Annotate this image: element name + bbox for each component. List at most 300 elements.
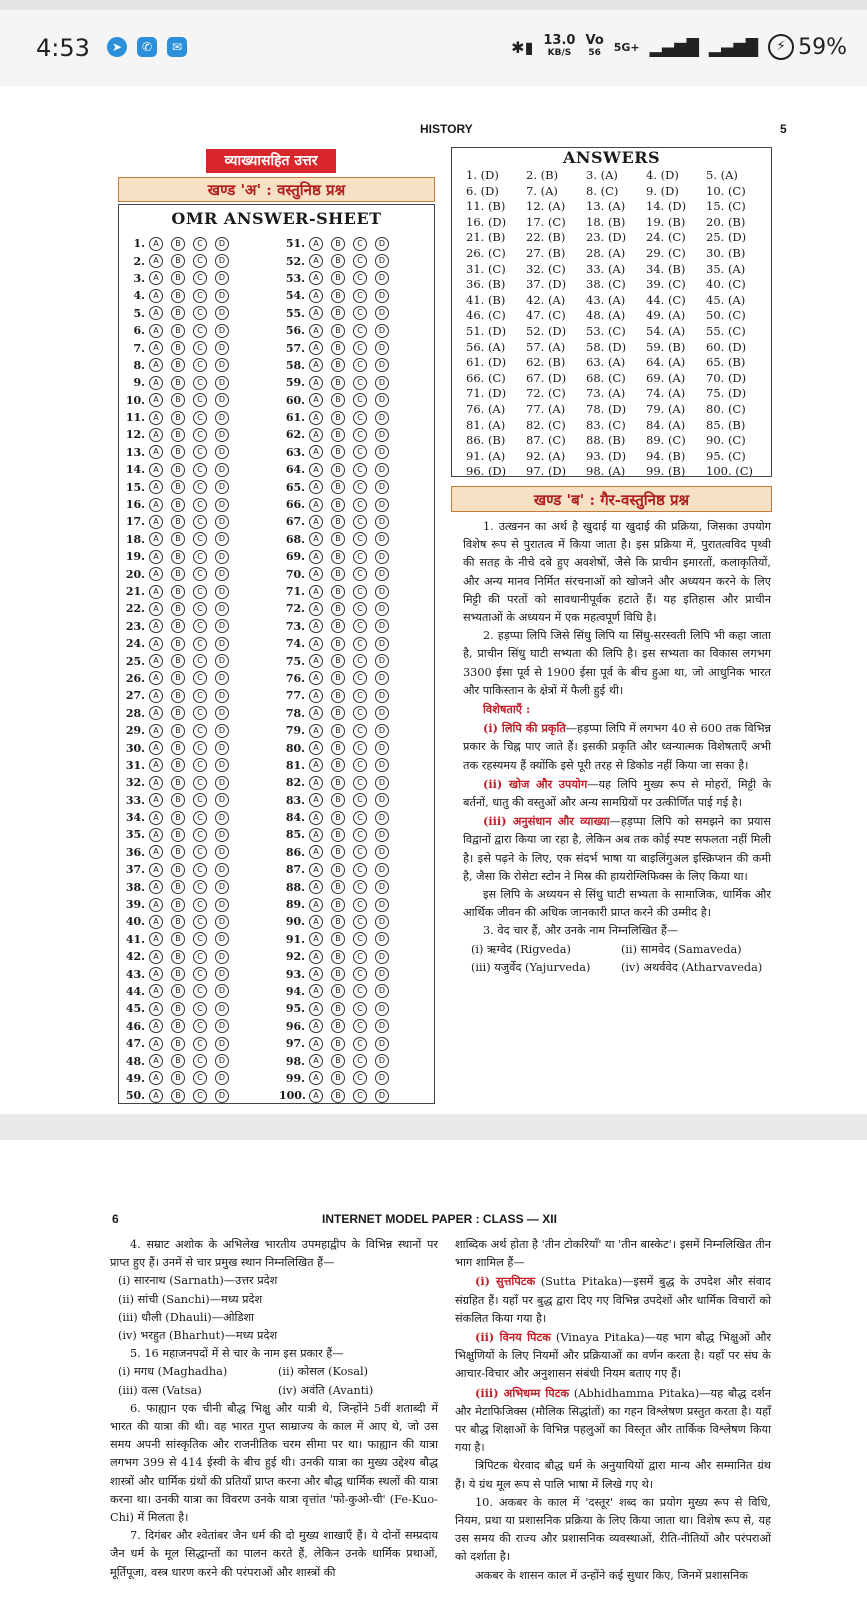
omr-bubble: D: [375, 741, 389, 755]
omr-question-number: 68.: [285, 532, 305, 546]
answer-cell: 9. (D): [646, 183, 679, 198]
answer-cell: 12. (A): [526, 199, 566, 214]
omr-question-number: 95.: [285, 1002, 305, 1016]
omr-bubble: C: [353, 898, 367, 912]
omr-bubble: C: [193, 706, 207, 720]
ashoka-site: (ii) सांची (Sanchi)—मध्य प्रदेश: [118, 1292, 263, 1306]
omr-bubble: A: [309, 515, 323, 529]
omr-bubble: D: [375, 376, 389, 390]
omr-bubble: B: [171, 793, 185, 807]
omr-bubble: C: [353, 463, 367, 477]
omr-question-number: 30.: [125, 741, 145, 755]
omr-bubble: C: [193, 758, 207, 772]
omr-question-number: 85.: [285, 828, 305, 842]
omr-bubble: B: [171, 741, 185, 755]
omr-question-number: 32.: [125, 776, 145, 790]
omr-bubble: A: [149, 358, 163, 372]
bluetooth-icon: ✱▮: [511, 37, 534, 57]
omr-bubble: B: [171, 445, 185, 459]
omr-bubble: A: [309, 863, 323, 877]
omr-question-number: 77.: [285, 689, 305, 703]
omr-bubble: C: [353, 1071, 367, 1085]
omr-row: [279, 600, 397, 617]
omr-bubble: D: [375, 932, 389, 946]
omr-row: [279, 983, 397, 1000]
omr-bubble: D: [375, 567, 389, 581]
omr-question-number: 67.: [285, 515, 305, 529]
omr-bubble: D: [375, 393, 389, 407]
omr-bubble: C: [193, 480, 207, 494]
omr-bubble: B: [171, 341, 185, 355]
omr-bubble: C: [353, 654, 367, 668]
omr-question-number: 20.: [125, 567, 145, 581]
ashoka-site: (iii) धौली (Dhauli)—ओडिशा: [118, 1310, 255, 1324]
omr-question-number: 39.: [125, 898, 145, 912]
omr-row: [119, 618, 237, 635]
omr-bubble: D: [215, 271, 229, 285]
omr-row: [119, 548, 237, 565]
omr-bubble: B: [171, 480, 185, 494]
omr-bubble: A: [149, 602, 163, 616]
veda-item: (ii) सामवेद (Samaveda): [621, 942, 742, 956]
omr-bubble: A: [309, 428, 323, 442]
omr-question-number: 5.: [133, 306, 145, 320]
omr-bubble: B: [331, 306, 345, 320]
omr-bubble: D: [215, 915, 229, 929]
omr-question-number: 89.: [285, 898, 305, 912]
omr-bubble: C: [193, 811, 207, 825]
omr-bubble: C: [353, 393, 367, 407]
omr-bubble: D: [375, 793, 389, 807]
omr-row: [119, 426, 237, 443]
omr-row: [119, 392, 237, 409]
omr-bubble: D: [215, 254, 229, 268]
omr-bubble: D: [375, 898, 389, 912]
omr-bubble: A: [149, 254, 163, 268]
answer-cell: 74. (A): [646, 386, 686, 401]
omr-bubble: D: [215, 776, 229, 790]
answer-cell: 56. (A): [466, 339, 506, 354]
omr-bubble: A: [309, 585, 323, 599]
omr-question-number: 14.: [125, 463, 145, 477]
omr-bubble: C: [193, 863, 207, 877]
omr-bubble: D: [215, 898, 229, 912]
omr-bubble: B: [331, 863, 345, 877]
omr-row: [119, 1070, 237, 1087]
omr-row: [119, 809, 237, 826]
omr-question-number: 60.: [285, 393, 305, 407]
omr-row: [279, 322, 397, 339]
omr-row: [279, 878, 397, 895]
omr-bubble: C: [193, 1089, 207, 1103]
answer-cell: 31. (C): [466, 261, 506, 276]
answer-3: 3. वेद चार हैं, और उनके नाम निम्नलिखित हैं—: [483, 924, 679, 938]
omr-bubble: A: [149, 689, 163, 703]
omr-row: [119, 792, 237, 809]
omr-bubble: A: [309, 358, 323, 372]
omr-bubble: A: [309, 567, 323, 581]
omr-bubble: A: [149, 1019, 163, 1033]
tripitaka-intro: शाब्दिक अर्थ होता है 'तीन टोकरियाँ' या 'तीन बास्केट'। इसमें निम्नलिखित तीन भाग शामिल हैं—: [455, 1238, 771, 1270]
omr-question-number: 24.: [125, 637, 145, 651]
omr-bubble: B: [171, 619, 185, 633]
running-head: INTERNET MODEL PAPER : CLASS — XII: [322, 1212, 557, 1226]
omr-bubble: B: [171, 706, 185, 720]
omr-bubble: C: [193, 393, 207, 407]
battery-indicator: [768, 34, 847, 60]
omr-question-number: 74.: [285, 637, 305, 651]
answer-cell: 1. (D): [466, 168, 499, 182]
omr-bubble: C: [193, 671, 207, 685]
omr-row: [119, 878, 237, 895]
status-bar: [0, 0, 867, 86]
signal-icon-2: ▂▄▆█: [708, 37, 759, 57]
omr-row: [119, 461, 237, 478]
omr-bubble: C: [193, 445, 207, 459]
answer-cell: 14. (D): [646, 199, 687, 214]
omr-bubble: D: [375, 637, 389, 651]
omr-question-number: 84.: [285, 811, 305, 825]
omr-bubble: D: [215, 984, 229, 998]
omr-bubble: A: [309, 254, 323, 268]
omr-bubble: A: [149, 828, 163, 842]
answer-cell: 33. (A): [586, 261, 626, 276]
omr-bubble: D: [375, 880, 389, 894]
omr-bubble: C: [353, 1002, 367, 1016]
omr-row: [119, 270, 237, 287]
omr-question-number: 65.: [285, 480, 305, 494]
omr-bubble: D: [375, 602, 389, 616]
omr-bubble: D: [215, 289, 229, 303]
answer-cell: 86. (B): [466, 433, 506, 448]
omr-row: [119, 635, 237, 652]
running-head: HISTORY: [420, 122, 473, 136]
omr-bubble: D: [215, 1071, 229, 1085]
answer-cell: 94. (B): [646, 448, 686, 463]
omr-bubble: B: [171, 811, 185, 825]
omr-row: [119, 774, 237, 791]
answer-cell: 88. (B): [586, 433, 626, 448]
omr-question-number: 53.: [285, 271, 305, 285]
omr-bubble: C: [353, 671, 367, 685]
omr-bubble: A: [309, 1089, 323, 1103]
omr-row: [279, 357, 397, 374]
omr-row: [119, 1000, 237, 1017]
omr-question-number: 73.: [285, 619, 305, 633]
omr-row: [119, 757, 237, 774]
omr-bubble: C: [353, 915, 367, 929]
answer-cell: 91. (A): [466, 448, 506, 463]
answer-cell: 83. (C): [586, 417, 626, 432]
omr-bubble: A: [149, 845, 163, 859]
answer-6: 6. फाह्यान एक चीनी बौद्ध भिक्षु और यात्री थे, जिन्होंने 5वीं शताब्दी में भारत की यात्रा की थी। वह भारत गुप्त साम्राज्य के काल में आए थे, जो उस समय अपनी सांस्कृतिक और राजनीतिक चरम सीमा पर था। फाह्यान की यात्रा लगभग 399 से 414 ईस्वी के बीच हुई थी। उनकी यात्रा का मुख्य उद्देश्य बौद्ध शास्त्रों और धार्मिक ग्रंथों की प्रतियाँ प्राप्त करना और बौद्ध धार्मिक स्थलों की यात्रा करना था। उनकी यात्रा का विवरण उनके यात्रा वृत्तांत 'फो-कुओ-ची' (Fe-Kuo-Chi) में मिलता है।: [110, 1401, 438, 1525]
answer-cell: 76. (A): [466, 401, 506, 416]
omr-bubble: C: [353, 811, 367, 825]
answer-1: 1. उत्खनन का अर्थ है खुदाई या खुदाई की प्रक्रिया, जिसका उपयोग विशेष रूप से पुरातत्व में किया जाता है। इस प्रक्रिया में, पुरातत्वविद पृथ्वी की सतह के नीचे दबे हुए अवशेषों, जैसे कि प्राचीन इमारतों, कलाकृतियों, और अन्य मानव निर्मित संरचनाओं को खोजने और अध्ययन करने के लिए मिट्टी की परतों को सावधानीपूर्वक हटाते हैं। यह इतिहास और प्राचीन सभ्यताओं के अध्ययन में एक महत्वपूर्ण विधि है।: [463, 520, 771, 625]
omr-question-number: 38.: [125, 880, 145, 894]
omr-bubble: D: [375, 445, 389, 459]
omr-row: [119, 844, 237, 861]
mahajanapada-item: (iii) वत्स (Vatsa): [118, 1383, 202, 1397]
omr-bubble: D: [375, 758, 389, 772]
answer-cell: 36. (B): [466, 277, 506, 292]
omr-bubble: A: [309, 619, 323, 633]
answer-cell: 44. (C): [646, 292, 686, 307]
omr-question-number: 71.: [285, 585, 305, 598]
omr-bubble: A: [309, 898, 323, 912]
answer-cell: 11. (B): [466, 199, 506, 214]
omr-question-number: 97.: [285, 1037, 305, 1051]
omr-bubble: D: [215, 724, 229, 738]
omr-bubble: D: [215, 689, 229, 703]
omr-bubble: D: [215, 358, 229, 372]
omr-question-number: 15.: [125, 480, 145, 494]
omr-row: [279, 392, 397, 409]
omr-row: [279, 1052, 397, 1069]
omr-bubble: C: [193, 845, 207, 859]
section-b-header: खण्ड 'ब' : गैर-वस्तुनिष्ठ प्रश्न: [451, 486, 772, 512]
answer-2: 2. हड़प्पा लिपि जिसे सिंधु लिपि या सिंधु-सरस्वती लिपि भी कहा जाता है, प्राचीन सिंधु घाटी सभ्यता की लिपि है। इस सभ्यता का विकास लगभग 3300 ईसा पूर्व से 1900 ईसा पूर्व के बीच हुआ था, जो आधुनिक भारत और पाकिस्तान के क्षेत्रों में फैली हुई थी।: [463, 629, 771, 697]
omr-question-number: 76.: [285, 671, 305, 685]
omr-bubble: A: [149, 289, 163, 303]
omr-bubble: C: [353, 863, 367, 877]
feature-1: (i) लिपि की प्रकृति—हड़प्पा लिपि में लगभग 40 से 600 तक विभिन्न प्रकार के चिह्न पाए जाते हैं। इसकी प्रकृति और ध्वन्यात्मक विशेषताएँ अभी तक रहस्यमय हैं क्योंकि इसे पूरी तरह से डिकोड नहीं किया जा सका है।: [463, 721, 771, 772]
omr-bubble: D: [215, 445, 229, 459]
omr-bubble: A: [149, 863, 163, 877]
answer-cell: 42. (A): [526, 292, 566, 307]
omr-bubble: C: [353, 376, 367, 390]
omr-bubble: B: [331, 358, 345, 372]
omr-row: [279, 426, 397, 443]
answer-cell: 48. (A): [586, 308, 626, 323]
omr-bubble: B: [171, 428, 185, 442]
omr-bubble: C: [193, 306, 207, 320]
answer-cell: 61. (D): [466, 355, 507, 370]
omr-bubble: C: [193, 428, 207, 442]
omr-bubble: D: [215, 550, 229, 564]
omr-bubble: A: [309, 984, 323, 998]
omr-bubble: B: [331, 324, 345, 338]
answer-5: 5. 16 महाजनपदों में से चार के नाम इस प्रकार हैं—: [130, 1347, 344, 1361]
answer-cell: 30. (B): [706, 245, 746, 260]
omr-row: [119, 409, 237, 426]
omr-bubble: D: [215, 1037, 229, 1051]
answer-cell: 72. (C): [526, 386, 566, 401]
omr-bubble: D: [375, 984, 389, 998]
mahajanapada-row-2: [110, 1382, 438, 1400]
omr-row: [279, 670, 397, 687]
omr-bubble: B: [331, 776, 345, 790]
status-time: 4:53: [36, 34, 90, 62]
omr-question-number: 34.: [125, 811, 145, 825]
omr-bubble: B: [171, 984, 185, 998]
omr-bubble: A: [149, 271, 163, 285]
omr-bubble: A: [149, 393, 163, 407]
omr-row: [119, 1035, 237, 1052]
omr-row: [119, 252, 237, 269]
omr-bubble: C: [193, 932, 207, 946]
omr-row: [119, 357, 237, 374]
answer-cell: 95. (C): [706, 448, 746, 463]
mahajanapada-row-1: [110, 1363, 438, 1381]
omr-bubble: B: [331, 411, 345, 425]
omr-question-number: 69.: [285, 550, 305, 564]
answer-cell: 60. (D): [706, 339, 747, 354]
omr-bubble: D: [215, 1019, 229, 1033]
omr-bubble: C: [353, 324, 367, 338]
answer-7: 7. दिगंबर और श्वेतांबर जैन धर्म की दो मुख्य शाखाएँ हैं। ये दोनों सम्प्रदाय जैन धर्म के मूल सिद्धान्तों का पालन करते हैं, लेकिन उनके धार्मिक प्रथाओं, मूर्तिपूजा, वस्त्र धारण करने की परंपराओं और शास्त्रों की: [110, 1529, 438, 1579]
answers-label: व्याख्यासहित उत्तर: [206, 149, 336, 173]
omr-bubble: B: [331, 567, 345, 581]
omr-question-number: 13.: [125, 445, 145, 459]
omr-question-number: 4.: [133, 289, 145, 303]
battery-level: 59%: [798, 34, 847, 60]
omr-bubble: A: [149, 341, 163, 355]
omr-question-number: 96.: [285, 1019, 305, 1033]
omr-bubble: B: [331, 1071, 345, 1085]
omr-bubble: C: [193, 463, 207, 477]
answer-10: 10. अकबर के काल में 'दस्तूर' शब्द का प्रयोग मुख्य रूप से विधि, नियम, प्रथा या प्रशासनिक प्रक्रिया के लिए किया जाता था। विशेष रूप से, यह उस समय की राज्य और प्रशासनिक व्यवस्थाओं, रीति-नीतियों और परंपराओं को दर्शाता है।: [455, 1495, 771, 1564]
answer-cell: 64. (A): [646, 355, 686, 370]
omr-question-number: 43.: [125, 967, 145, 981]
omr-bubble: A: [309, 828, 323, 842]
omr-question-number: 28.: [125, 706, 145, 720]
message-app-icon: ✉: [167, 37, 187, 57]
omr-bubble: D: [375, 1071, 389, 1085]
omr-bubble: C: [193, 1054, 207, 1068]
omr-bubble: C: [193, 1002, 207, 1016]
omr-bubble: D: [215, 602, 229, 616]
omr-bubble: B: [331, 915, 345, 929]
omr-bubble: D: [215, 324, 229, 338]
omr-bubble: B: [171, 1089, 185, 1103]
omr-bubble: D: [215, 341, 229, 355]
omr-bubble: B: [331, 376, 345, 390]
omr-bubble: D: [375, 950, 389, 964]
omr-row: [279, 565, 397, 582]
omr-bubble: B: [331, 237, 345, 251]
veda-item: (iii) यजुर्वेद (Yajurveda): [471, 960, 591, 974]
omr-question-number: 2.: [133, 254, 145, 268]
mahajanapada-item: (i) मगध (Maghadha): [118, 1365, 228, 1379]
answer-cell: 28. (A): [586, 245, 626, 260]
section-b-body: [463, 518, 771, 977]
omr-bubble: A: [309, 724, 323, 738]
omr-question-number: 9.: [133, 376, 145, 390]
answer-cell: 13. (A): [586, 199, 626, 214]
omr-bubble: D: [375, 811, 389, 825]
omr-bubble: A: [309, 498, 323, 512]
omr-bubble: A: [149, 1002, 163, 1016]
omr-bubble: A: [309, 1002, 323, 1016]
omr-bubble: B: [171, 898, 185, 912]
omr-bubble: B: [171, 585, 185, 599]
omr-question-number: 94.: [285, 984, 305, 998]
omr-question-number: 8.: [133, 358, 145, 372]
omr-question-number: 70.: [285, 567, 305, 581]
omr-bubble: B: [331, 1037, 345, 1051]
omr-bubble: C: [353, 619, 367, 633]
answer-cell: 25. (D): [706, 230, 747, 245]
answer-10-continued: अकबर के शासन काल में उन्होंने कई सुधार किए, जिनमें प्रशासनिक: [475, 1568, 748, 1582]
omr-question-number: 80.: [285, 741, 305, 755]
omr-bubble: C: [193, 567, 207, 581]
omr-bubble: D: [375, 1037, 389, 1051]
omr-bubble: D: [215, 741, 229, 755]
omr-bubble: A: [149, 950, 163, 964]
omr-bubble: C: [353, 341, 367, 355]
omr-question-number: 16.: [125, 498, 145, 512]
omr-row: [119, 444, 237, 461]
answer-cell: 10. (C): [706, 183, 746, 198]
omr-bubble: A: [149, 550, 163, 564]
omr-bubble: D: [215, 637, 229, 651]
omr-bubble: B: [171, 289, 185, 303]
omr-bubble: C: [353, 1089, 367, 1103]
omr-bubble: D: [215, 1089, 229, 1103]
answer-cell: 100. (C): [706, 464, 754, 479]
omr-bubble: C: [193, 828, 207, 842]
omr-row: [119, 1087, 237, 1104]
omr-bubble: D: [375, 341, 389, 355]
omr-bubble: A: [309, 654, 323, 668]
omr-bubble: C: [353, 932, 367, 946]
omr-bubble: A: [149, 932, 163, 946]
omr-bubble: A: [309, 967, 323, 981]
omr-bubble: B: [331, 602, 345, 616]
omr-bubble: C: [193, 950, 207, 964]
omr-column-1: [119, 235, 237, 1105]
omr-bubble: B: [171, 967, 185, 981]
omr-bubble: B: [171, 376, 185, 390]
omr-question-number: 47.: [125, 1037, 145, 1051]
omr-bubble: B: [331, 880, 345, 894]
omr-bubble: C: [353, 585, 367, 599]
omr-bubble: D: [375, 1089, 389, 1103]
omr-bubble: D: [375, 480, 389, 494]
omr-question-number: 64.: [285, 463, 305, 477]
omr-bubble: B: [331, 1054, 345, 1068]
omr-row: [279, 1018, 397, 1035]
omr-bubble: A: [149, 515, 163, 529]
omr-bubble: D: [375, 585, 389, 599]
omr-bubble: A: [309, 445, 323, 459]
omr-row: [279, 531, 397, 548]
omr-question-number: 49.: [125, 1071, 145, 1085]
answer-cell: 49. (A): [646, 308, 686, 323]
answer-cell: 18. (B): [586, 214, 626, 229]
answer-cell: 63. (A): [586, 355, 626, 370]
omr-bubble: D: [375, 463, 389, 477]
omr-bubble: A: [149, 811, 163, 825]
omr-row: [279, 774, 397, 791]
omr-bubble: C: [353, 602, 367, 616]
omr-question-number: 11.: [125, 411, 145, 425]
omr-bubble: C: [193, 341, 207, 355]
omr-row: [119, 478, 237, 495]
omr-question-number: 52.: [285, 254, 305, 268]
omr-bubble: C: [353, 793, 367, 807]
omr-question-number: 75.: [285, 654, 305, 668]
omr-question-number: 48.: [125, 1054, 145, 1068]
answer-cell: 55. (C): [706, 323, 746, 338]
omr-answer-sheet: [118, 204, 435, 1104]
omr-question-number: 35.: [125, 828, 145, 842]
omr-bubble: B: [331, 654, 345, 668]
omr-question-number: 50.: [125, 1089, 145, 1103]
omr-bubble: C: [353, 741, 367, 755]
vedas-row-2: [463, 959, 771, 977]
